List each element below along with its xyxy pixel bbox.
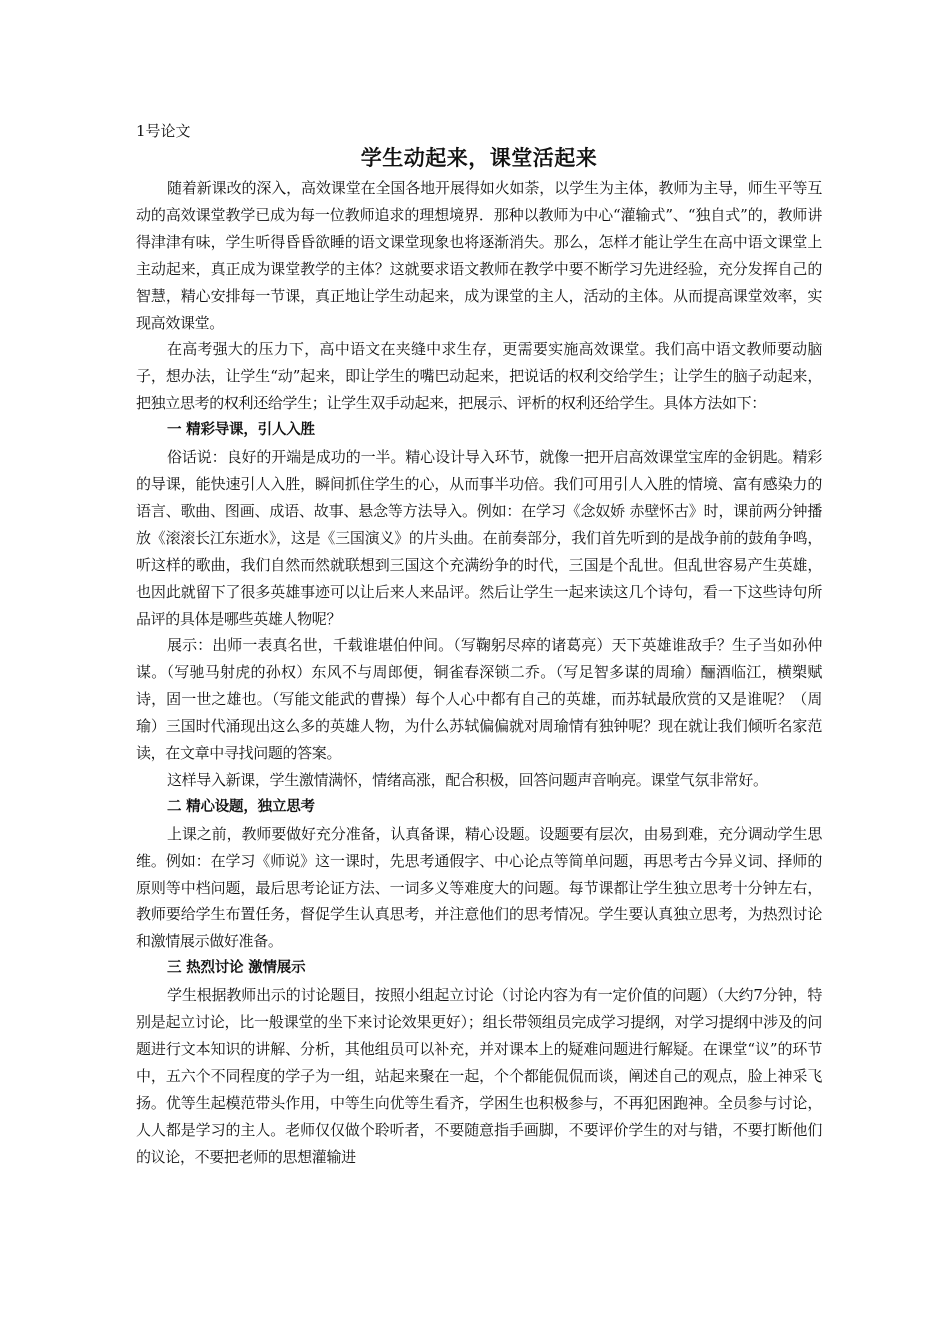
section-3-paragraph-1: 学生根据教师出示的讨论题目，按照小组起立讨论（讨论内容为有一定价值的问题）（大约7分钟，特别是起立讨论，比一般课堂的坐下来讨论效果更好）；组长带领组员完成学习提纲，对学习提纲中涉及的问题进行文本知识的讲解、分析，其他组员可以补充，并对课本上的疑难问题进行解疑。在课堂“议”的环节中，五六个不同程度的学子为一组，站起来聚在一起，个个都能侃侃而谈，阐述自己的观点，脸上神采飞扬。优等生起模范带头作用，中等生向优等生看齐，学困生也积极参与，不再犯困跑神。全员参与讨论，人人都是学习的主人。老师仅仅做个聆听者，不要随意指手画脚，不要评价学生的对与错，不要打断他们的议论，不要把老师的思想灌输进 bbox=[136, 986, 822, 1166]
intro-paragraph-1: 随着新课改的深入，高效课堂在全国各地开展得如火如荼，以学生为主体，教师为主导，师生平等互动的高效课堂教学已成为每一位教师追求的理想境界．那种以教师为中心“灌输式”、“独自式”的，教师讲得津津有味，学生听得昏昏欲睡的语文课堂现象也将逐渐消失。那么，怎样才能让学生在高中语文课堂上主动起来，真正成为课堂教学的主体？这就要求语文教师在教学中要不断学习先进经验，充分发挥自己的智慧，精心安排每一节课，真正地让学生动起来，成为课堂的主人，活动的主体。从而提高课堂效率，实现高效课堂。 bbox=[136, 179, 822, 332]
section-heading-2: 二 精心设题，独立思考 bbox=[167, 798, 315, 815]
section-1-paragraph-1: 俗话说：良好的开端是成功的一半。精心设计导入环节，就像一把开启高效课堂宝库的金钥匙。精彩的导课，能快速引人入胜，瞬间抓住学生的心，从而事半功倍。我们可用引人入胜的情境、富有感染力的语言、歌曲、图画、成语、故事、悬念等方法导入。例如：在学习《念奴娇 赤壁怀古》时，课前两分钟播放《滚滚长江东逝水》，这是《三国演义》的片头曲。在前奏部分，我们首先听到的是战争前的鼓角争鸣，听这样的歌曲，我们自然而然就联想到三国这个充满纷争的时代，三国是个乱世。但乱世容易产生英雄，也因此就留下了很多英雄事迹可以让后来人来品评。然后让学生一起来读这几个诗句，看一下这些诗句所品评的具体是哪些英雄人物呢？ bbox=[136, 448, 822, 628]
document-label: 1号论文 bbox=[136, 122, 191, 140]
section-2-paragraph-1: 上课之前，教师要做好充分准备，认真备课，精心设题。设题要有层次，由易到难，充分调动学生思维。例如：在学习《师说》这一课时，先思考通假字、中心论点等简单问题，再思考古今异义词、择师的原则等中档问题，最后思考论证方法、一词多义等难度大的问题。每节课都让学生独立思考十分钟左右，教师要给学生布置任务，督促学生认真思考，并注意他们的思考情况。学生要认真独立思考，为热烈讨论和激情展示做好准备。 bbox=[136, 824, 822, 951]
section-heading-3: 三 热烈讨论 激情展示 bbox=[167, 960, 306, 977]
document-title: 学生动起来，课堂活起来 bbox=[360, 146, 598, 170]
section-1-paragraph-2: 展示：出师一表真名世，千载谁堪伯仲间。（写鞠躬尽瘁的诸葛亮）天下英雄谁敌手？生子当如孙仲谋。（写驰马射虎的孙权）东风不与周郎便，铜雀春深锁二乔。（写足智多谋的周瑜）酾酒临江，横槊赋诗，固一世之雄也。（写能文能武的曹操）每个人心中都有自己的英雄，而苏轼最欣赏的又是谁呢？（周瑜）三国时代涌现出这么多的英雄人物，为什么苏轼偏偏就对周瑜情有独钟呢？现在就让我们倾听名家范读，在文章中寻找问题的答案。 bbox=[136, 636, 822, 763]
document-body bbox=[136, 121, 822, 1171]
section-1-paragraph-3: 这样导入新课，学生激情满怀，情绪高涨，配合积极，回答问题声音响亮。课堂气氛非常好。 bbox=[167, 770, 768, 789]
section-heading-1: 一 精彩导课，引人入胜 bbox=[167, 422, 315, 439]
intro-paragraph-2: 在高考强大的压力下，高中语文在夹缝中求生存，更需要实施高效课堂。我们高中语文教师要动脑子，想办法，让学生“动”起来，即让学生的嘴巴动起来，把说话的权利交给学生；让学生的脑子动起来，把独立思考的权利还给学生；让学生双手动起来，把展示、评析的权利还给学生。具体方法如下： bbox=[136, 340, 822, 413]
